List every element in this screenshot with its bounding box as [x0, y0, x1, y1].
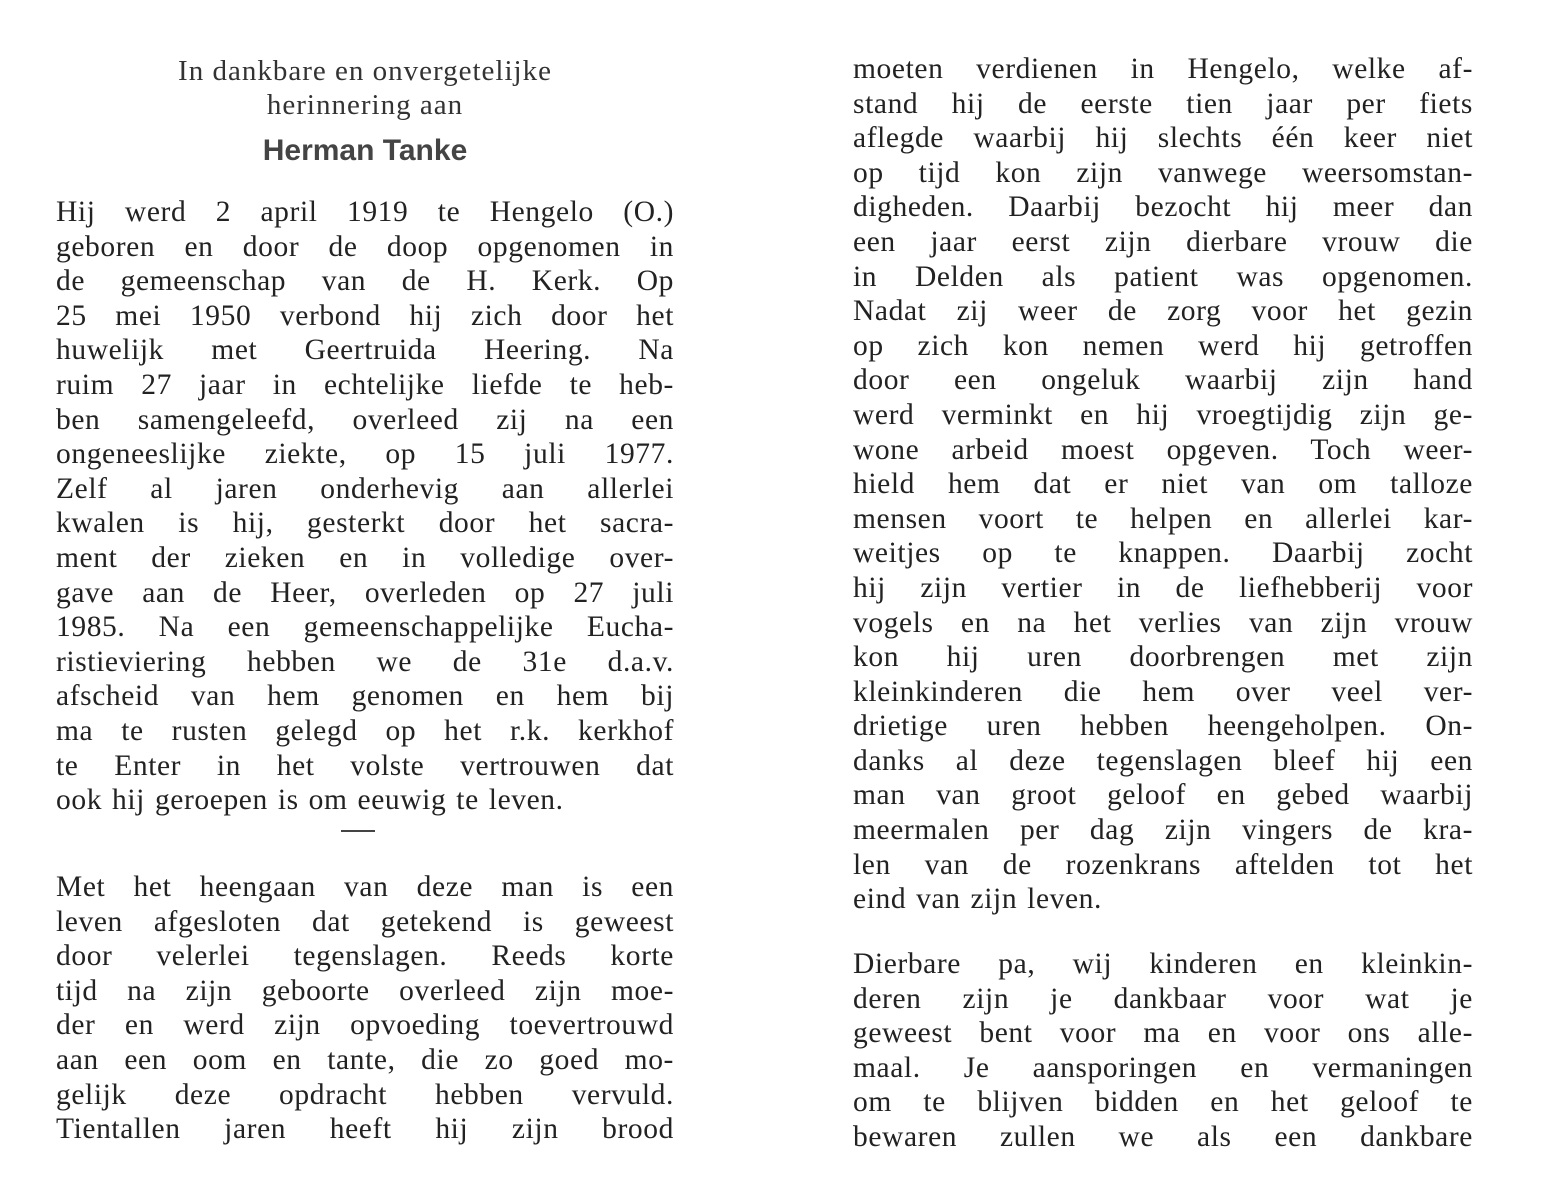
text-line: ment der zieken en in volledige over-	[56, 541, 674, 574]
text-line: vogels en na het verlies van zijn vrouw	[853, 606, 1473, 639]
text-line: om te blijven bidden en het geloof te	[853, 1086, 1473, 1119]
text-line: Hij werd 2 april 1919 te Hengelo (O.)	[56, 196, 674, 228]
text-line: eind van zijn leven.	[853, 883, 1103, 916]
text-line: Nadat zij weer de zorg voor het gezin	[853, 295, 1473, 328]
text-line: tijd na zijn geboorte overleed zijn moe-	[56, 974, 674, 1007]
text-line: 1985. Na een gemeenschappelijke Eucha-	[56, 611, 674, 644]
text-line: de gemeenschap van de H. Kerk. Op	[56, 265, 674, 298]
text-line: in Delden als patient was opgenomen.	[853, 260, 1473, 293]
text-line: aflegde waarbij hij slechts één keer niet	[853, 122, 1473, 155]
text-line: afscheid van hem genomen en hem bij	[56, 680, 674, 713]
text-line: moeten verdienen in Hengelo, welke af-	[853, 53, 1473, 85]
text-line: Zelf al jaren onderhevig aan allerlei	[56, 472, 674, 505]
text-line: digheden. Daarbij bezocht hij meer dan	[853, 191, 1473, 224]
text-line: weitjes op te knappen. Daarbij zocht	[853, 537, 1473, 570]
text-line: ben samengeleefd, overleed zij na een	[56, 403, 674, 436]
text-line: aan een oom en tante, die zo goed mo-	[56, 1043, 674, 1076]
text-line: maal. Je aansporingen en vermaningen	[853, 1051, 1473, 1084]
text-line: een jaar eerst zijn dierbare vrouw die	[853, 225, 1473, 258]
life-paragraph-continued	[853, 52, 1473, 917]
text-line: op tijd kon zijn vanwege weersomstan-	[853, 156, 1473, 189]
text-line: Met het heengaan van deze man is een	[56, 871, 674, 903]
text-line: ristieviering hebben we de 31e d.a.v.	[56, 645, 674, 678]
text-line: gave aan de Heer, overleden op 27 juli	[56, 576, 674, 609]
text-line: door velerlei tegenslagen. Reeds korte	[56, 940, 674, 973]
text-line: wone arbeid moest opgeven. Toch weer-	[853, 433, 1473, 466]
dedication-line-2: herinnering aan	[266, 89, 464, 121]
text-line: meermalen per dag zijn vingers de kra-	[853, 814, 1473, 847]
text-line: leven afgesloten dat getekend is geweest	[56, 905, 674, 938]
text-line: kon hij uren doorbrengen met zijn	[853, 641, 1473, 674]
text-line: stand hij de eerste tien jaar per fiets	[853, 87, 1473, 120]
text-line: op zich kon nemen werd hij getroffen	[853, 329, 1473, 362]
text-line: ruim 27 jaar in echtelijke liefde te heb-	[56, 368, 674, 401]
text-line: Tientallen jaren heeft hij zijn brood	[56, 1113, 674, 1146]
text-line: ongeneeslijke ziekte, op 15 juli 1977.	[56, 438, 674, 471]
dedication-line-1: In dankbare en onvergetelijke	[178, 55, 552, 87]
text-line: bewaren zullen we als een dankbare	[853, 1120, 1473, 1153]
biography-paragraph	[56, 195, 674, 818]
text-line: kwalen is hij, gesterkt door het sacra-	[56, 507, 674, 540]
text-line: deren zijn je dankbaar voor wat je	[853, 982, 1473, 1015]
life-paragraph	[56, 870, 674, 1147]
text-line: hield hem dat er niet van om talloze	[853, 468, 1473, 501]
text-line: werd verminkt en hij vroegtijdig zijn ge-	[853, 398, 1473, 431]
text-line: len van de rozenkrans aftelden tot het	[853, 848, 1473, 881]
text-line: drietige uren hebben heengeholpen. On-	[853, 710, 1473, 743]
farewell-paragraph	[853, 947, 1473, 1155]
deceased-name: Herman Tanke	[262, 134, 468, 167]
text-line: geboren en door de doop opgenomen in	[56, 230, 674, 263]
text-line: hij zijn vertier in de liefhebberij voor	[853, 571, 1473, 604]
text-line: 25 mei 1950 verbond hij zich door het	[56, 299, 674, 332]
text-line: door een ongeluk waarbij zijn hand	[853, 364, 1473, 397]
text-line: danks al deze tegenslagen bleef hij een	[853, 744, 1473, 777]
text-line: huwelijk met Geertruida Heering. Na	[56, 334, 674, 367]
text-line: gelijk deze opdracht hebben vervuld.	[56, 1078, 674, 1111]
text-line: te Enter in het volste vertrouwen dat	[56, 749, 674, 782]
text-line: geweest bent voor ma en voor ons alle-	[853, 1017, 1473, 1050]
text-line: ma te rusten gelegd op het r.k. kerkhof	[56, 714, 674, 747]
text-line: der en werd zijn opvoeding toevertrouwd	[56, 1009, 674, 1042]
separator-rule	[341, 830, 375, 832]
text-line: ook hij geroepen is om eeuwig te leven.	[56, 784, 564, 817]
text-line: man van groot geloof en gebed waarbij	[853, 779, 1473, 812]
text-line: mensen voort te helpen en allerlei kar-	[853, 502, 1473, 535]
text-line: kleinkinderen die hem over veel ver-	[853, 675, 1473, 708]
text-line: Dierbare pa, wij kinderen en kleinkin-	[853, 948, 1473, 980]
